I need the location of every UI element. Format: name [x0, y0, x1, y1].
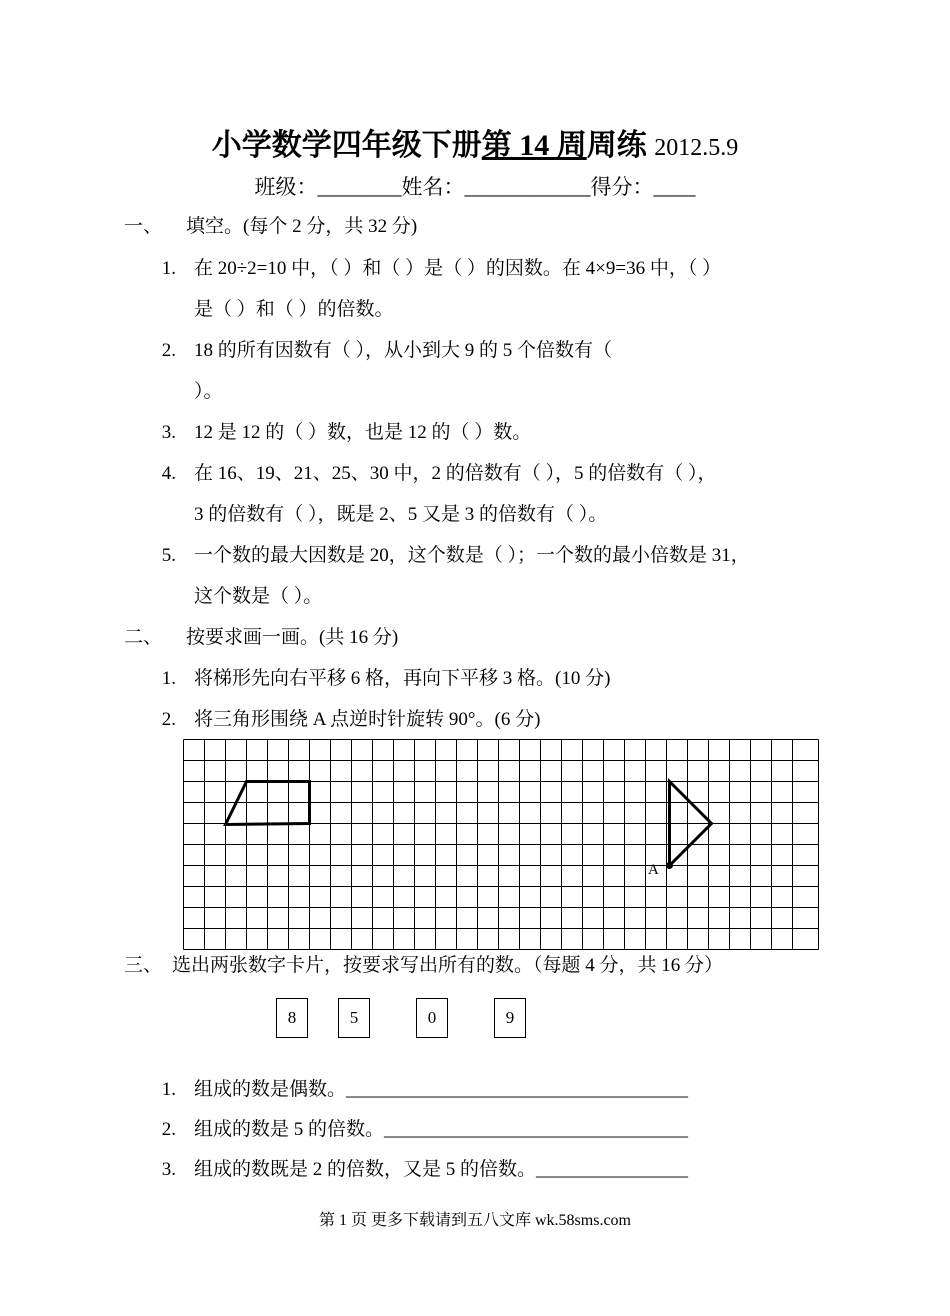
section3-heading: 选出两张数字卡片，按要求写出所有的数。（每题 4 分，共 16 分） — [172, 955, 724, 976]
section3-number: 三、 — [124, 955, 163, 976]
point-a-label: A — [648, 862, 659, 878]
q1-3-line1: 12 是 12 的（ ）数，也是 12 的（ ）数。 — [194, 422, 532, 443]
page-footer: 第 1 页 更多下载请到五八文库 wk.58sms.com — [318, 1212, 631, 1229]
section2-number: 二、 — [124, 627, 163, 648]
q2-1-number: 1. — [161, 668, 176, 689]
q1-1-line1: 在 20÷2=10 中，（ ）和（ ）是（ ）的因数。在 4×9=36 中，（ ） — [194, 258, 722, 279]
q2-2-number: 2. — [161, 709, 176, 730]
q1-4-line2: 3 的倍数有（ ），既是 2、5 又是 3 的倍数有（ ）。 — [194, 504, 608, 525]
q3-3-text: 组成的数既是 2 的倍数，又是 5 的倍数。________________ — [194, 1159, 689, 1180]
grid-lines — [184, 740, 819, 950]
q1-5-line2: 这个数是（ ）。 — [194, 586, 323, 607]
section2-heading: 按要求画一画。(共 16 分) — [186, 627, 399, 648]
q1-2-number: 2. — [161, 340, 176, 361]
title-main: 小学数学四年级下册 — [211, 129, 482, 162]
q1-4-line1: 在 16、19、21、25、30 中，2 的倍数有（ ），5 的倍数有（ ）， — [194, 463, 717, 484]
q2-1-text: 将梯形先向右平移 6 格，再向下平移 3 格。(10 分) — [194, 668, 611, 689]
student-info-line: 班级：________姓名：____________得分：____ — [254, 175, 696, 199]
title-week: 第 14 周 — [481, 129, 587, 162]
section1-number: 一、 — [124, 216, 163, 237]
page-title — [0, 126, 950, 168]
number-card-5: 5 — [338, 998, 370, 1038]
q1-5-line1: 一个数的最大因数是 20，这个数是（ ）；一个数的最小倍数是 31， — [194, 545, 750, 566]
q1-2-line2: ）。 — [194, 381, 223, 402]
title-date: 2012.5.9 — [654, 135, 739, 161]
number-card-0: 0 — [416, 998, 448, 1038]
q1-2-line1: 18 的所有因数有（ ），从小到大 9 的 5 个倍数有（ — [194, 340, 613, 361]
q1-3-number: 3. — [161, 422, 176, 443]
q3-2-text: 组成的数是 5 的倍数。________________________________ — [194, 1119, 689, 1140]
q1-5-number: 5. — [161, 545, 176, 566]
q1-1-number: 1. — [161, 258, 176, 279]
title-end: 周练 — [586, 129, 647, 162]
point-a-dot — [666, 862, 673, 869]
q1-1-line2: 是（ ）和（ ）的倍数。 — [194, 299, 394, 320]
number-card-9: 9 — [494, 998, 526, 1038]
number-card-8: 8 — [276, 998, 308, 1038]
q3-2-number: 2. — [161, 1119, 176, 1140]
section1-heading: 填空。(每个 2 分，共 32 分) — [186, 216, 418, 237]
q1-4-number: 4. — [161, 463, 176, 484]
q3-1-text: 组成的数是偶数。____________________________________ — [194, 1079, 689, 1100]
q3-1-number: 1. — [161, 1079, 176, 1100]
q2-2-text: 将三角形围绕 A 点逆时针旋转 90°。(6 分) — [194, 709, 541, 730]
drawing-grid — [182, 738, 822, 954]
q3-3-number: 3. — [161, 1159, 176, 1180]
